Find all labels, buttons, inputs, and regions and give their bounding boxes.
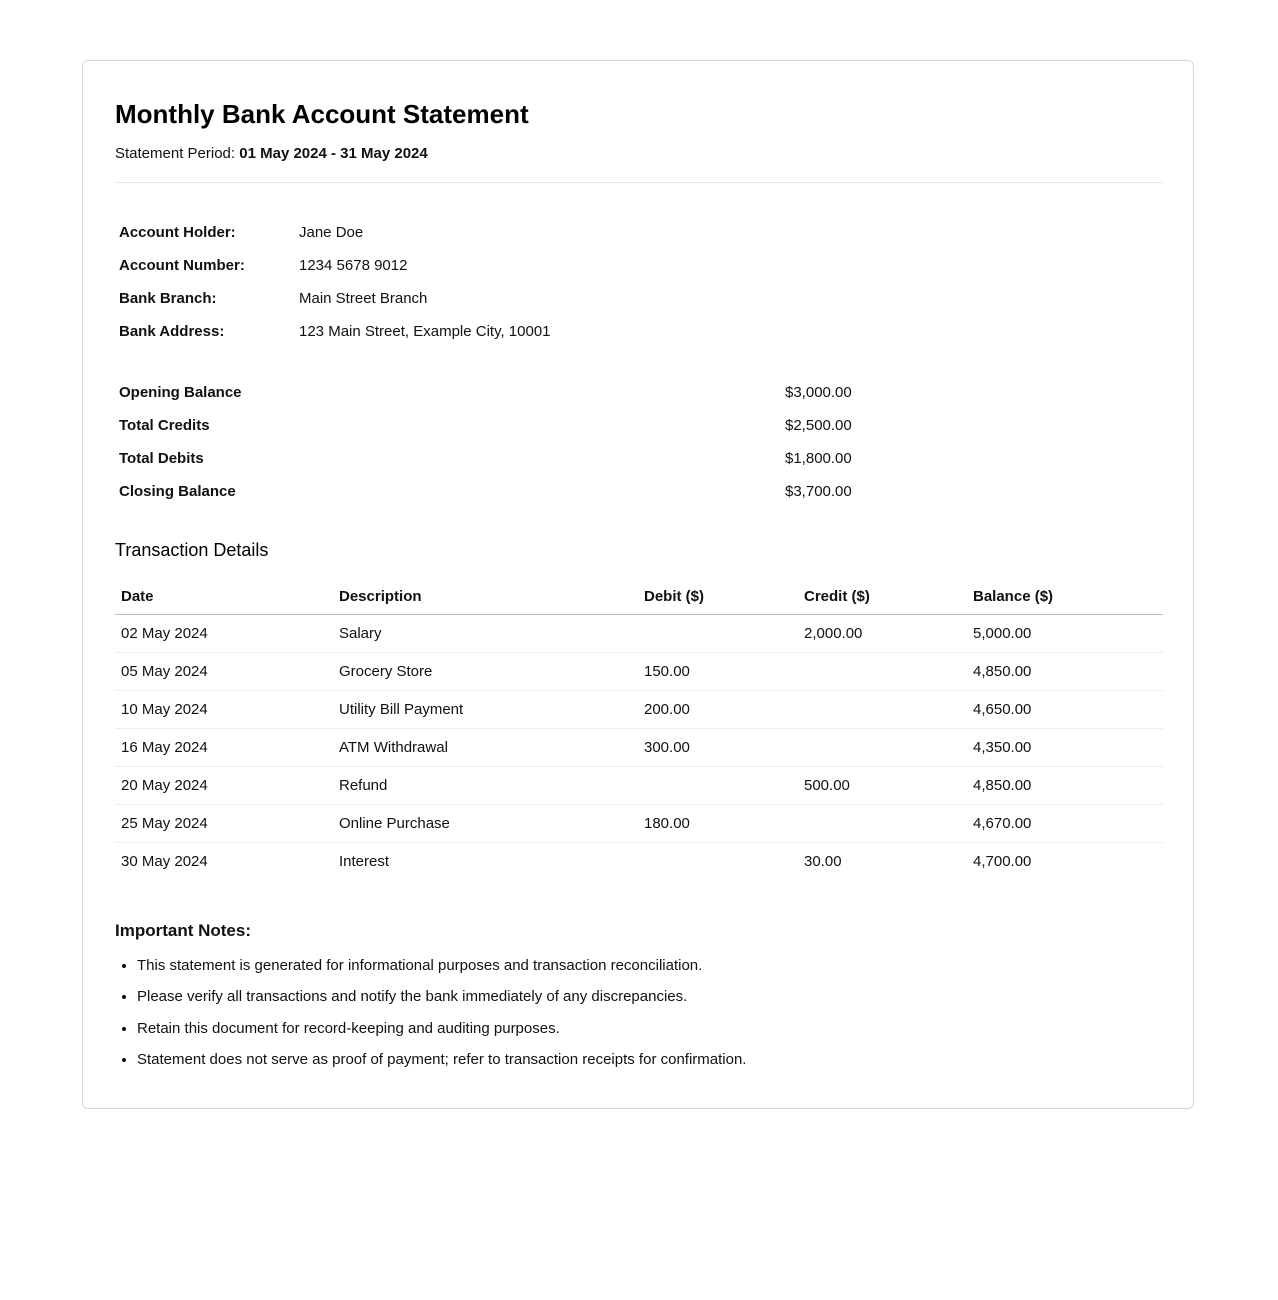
table-row — [115, 691, 1163, 729]
cell-debit: 200.00 — [638, 691, 798, 729]
cell-date: 02 May 2024 — [115, 615, 333, 653]
header-divider — [115, 182, 1163, 183]
cell-debit: 150.00 — [638, 653, 798, 691]
cell-credit: 500.00 — [798, 767, 967, 805]
cell-date: 20 May 2024 — [115, 767, 333, 805]
account-number-value: 1234 5678 9012 — [299, 257, 408, 274]
important-notes-heading: Important Notes: — [115, 921, 251, 940]
table-row — [115, 653, 1163, 691]
cell-balance: 4,850.00 — [967, 653, 1163, 691]
table-header-row — [115, 578, 1163, 615]
total-debits-label: Total Debits — [119, 450, 204, 467]
opening-balance-label: Opening Balance — [119, 384, 242, 401]
closing-balance-value: $3,700.00 — [785, 483, 852, 500]
statement-period-value: 01 May 2024 - 31 May 2024 — [239, 145, 428, 162]
cell-balance: 4,700.00 — [973, 853, 1032, 870]
cell-debit: 300.00 — [638, 729, 798, 767]
page-title: Monthly Bank Account Statement — [115, 99, 529, 129]
statement-period — [115, 145, 428, 162]
transaction-details-heading: Transaction Details — [115, 540, 269, 560]
total-credits-value: $2,500.00 — [785, 417, 852, 434]
cell-credit: 30.00 — [804, 853, 842, 870]
table-row — [115, 805, 1163, 843]
cell-description: Refund — [333, 767, 638, 805]
statement-period-label: Statement Period: — [115, 145, 236, 162]
cell-credit — [798, 729, 967, 767]
cell-debit — [638, 843, 798, 881]
bank-branch-value: Main Street Branch — [299, 290, 428, 307]
list-item: • Statement does not serve as proof of payment; refer to transaction receipts for confirmation. — [137, 1050, 746, 1081]
transactions-table — [115, 578, 1163, 880]
cell-description: Online Purchase — [333, 805, 638, 843]
list-item: • This statement is generated for informational purposes and transaction reconciliation. — [137, 956, 746, 987]
cell-debit — [638, 615, 798, 653]
cell-credit — [798, 691, 967, 729]
bank-address-value: 123 Main Street, Example City, 10001 — [299, 323, 551, 340]
cell-description: Salary — [333, 615, 638, 653]
bank-address-label: Bank Address: — [119, 323, 225, 340]
column-header-description: Description — [333, 578, 638, 615]
cell-description: Grocery Store — [333, 653, 638, 691]
cell-credit: 2,000.00 — [798, 615, 967, 653]
cell-balance: 5,000.00 — [967, 615, 1163, 653]
statement-card — [82, 60, 1194, 1109]
opening-balance-value: $3,000.00 — [785, 384, 852, 401]
list-item: • Retain this document for record-keeping and auditing purposes. — [137, 1019, 746, 1050]
column-header-date: Date — [115, 578, 333, 615]
cell-debit: 180.00 — [638, 805, 798, 843]
cell-date: 05 May 2024 — [115, 653, 333, 691]
cell-balance: 4,650.00 — [967, 691, 1163, 729]
total-credits-label: Total Credits — [119, 417, 210, 434]
table-row — [115, 767, 1163, 805]
cell-date: 10 May 2024 — [115, 691, 333, 729]
cell-credit — [798, 653, 967, 691]
cell-description: Utility Bill Payment — [333, 691, 638, 729]
cell-description: ATM Withdrawal — [333, 729, 638, 767]
column-header-balance: Balance ($) — [967, 578, 1163, 615]
cell-balance: 4,670.00 — [967, 805, 1163, 843]
account-holder-value: Jane Doe — [299, 224, 364, 241]
cell-balance: 4,850.00 — [967, 767, 1163, 805]
cell-description: Interest — [339, 853, 390, 870]
closing-balance-label: Closing Balance — [119, 483, 236, 500]
total-debits-value: $1,800.00 — [785, 450, 852, 467]
column-header-credit: Credit ($) — [798, 578, 967, 615]
cell-date: 16 May 2024 — [115, 729, 333, 767]
column-header-debit: Debit ($) — [638, 578, 798, 615]
account-holder-label: Account Holder: — [119, 224, 236, 241]
cell-debit — [638, 767, 798, 805]
bank-branch-label: Bank Branch: — [119, 290, 217, 307]
cell-date: 25 May 2024 — [115, 805, 333, 843]
table-row — [115, 729, 1163, 767]
list-item: • Please verify all transactions and notify the bank immediately of any discrepancies. — [137, 987, 746, 1018]
cell-balance: 4,350.00 — [967, 729, 1163, 767]
important-notes-list — [115, 956, 746, 1081]
table-row — [115, 615, 1163, 653]
cell-credit — [798, 805, 967, 843]
cell-date: 30 May 2024 — [121, 853, 208, 870]
table-row — [115, 843, 1163, 881]
account-number-label: Account Number: — [119, 257, 245, 274]
